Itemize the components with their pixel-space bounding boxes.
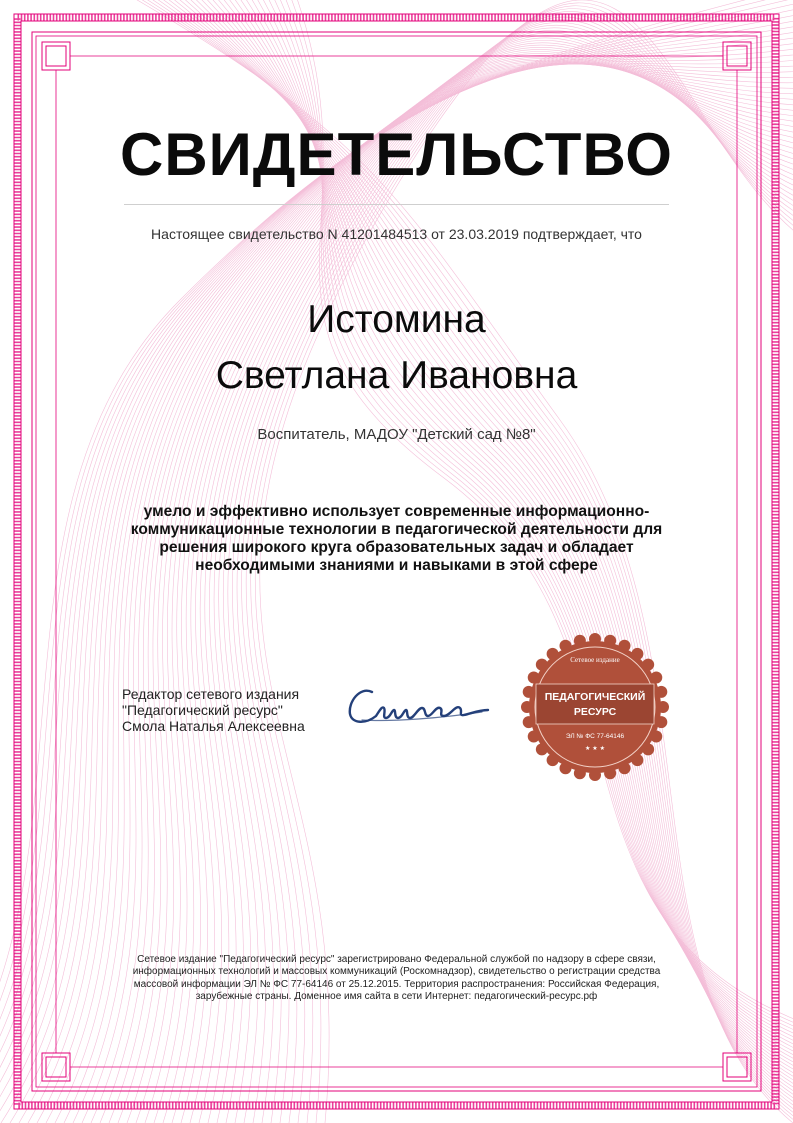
editor-publication: "Педагогический ресурс" [122,702,283,718]
seal-stars: ★ ★ ★ [585,745,605,752]
recipient-given-names: Светлана Ивановна [215,354,578,397]
seal-name-line2: РЕСУРС [573,706,617,718]
editor-title: Редактор сетевого издания [122,686,300,702]
certificate-intro-text: Настоящее свидетельство N 41201484513 от 23.03.2019 подтверждает, что [151,226,642,242]
registration-footer: Сетевое издание "Педагогический ресурс" зарегистрировано Федеральной службой по надзору в сфере связи, информационных технологий и массовых коммуникаций (Роскомнадзор), свидетельство о регистрации средства массовой информации ЭЛ № ФС 77-64146 от 25.12.2015. Территория распространения: Российская Федерация, зарубежные страны. Доменное имя сайта в сети Интернет: педагогический-ресурс.рф [132,954,661,1003]
recipient-surname: Истомина [307,298,486,341]
editor-block [122,686,305,734]
seal-top-text: Сетевое издание [570,656,620,664]
seal-name-line1: ПЕДАГОГИЧЕСКИЙ [544,691,646,703]
title-divider [124,204,669,205]
editor-signature [342,680,492,730]
certificate-title: СВИДЕТЕЛЬСТВО [120,121,673,188]
certificate-statement: умело и эффективно использует современные информационно-коммуникационные технологии в педагогической деятельности для решения широкого круга образовательных задач и обладает необходимыми знаниями и навыками в этой сфере [130,503,663,574]
seal-registration: ЭЛ № ФС 77-64146 [565,733,625,740]
recipient-position: Воспитатель, МАДОУ "Детский сад №8" [257,426,536,443]
publisher-seal [520,632,670,782]
editor-name: Смола Наталья Алексеевна [122,718,305,734]
